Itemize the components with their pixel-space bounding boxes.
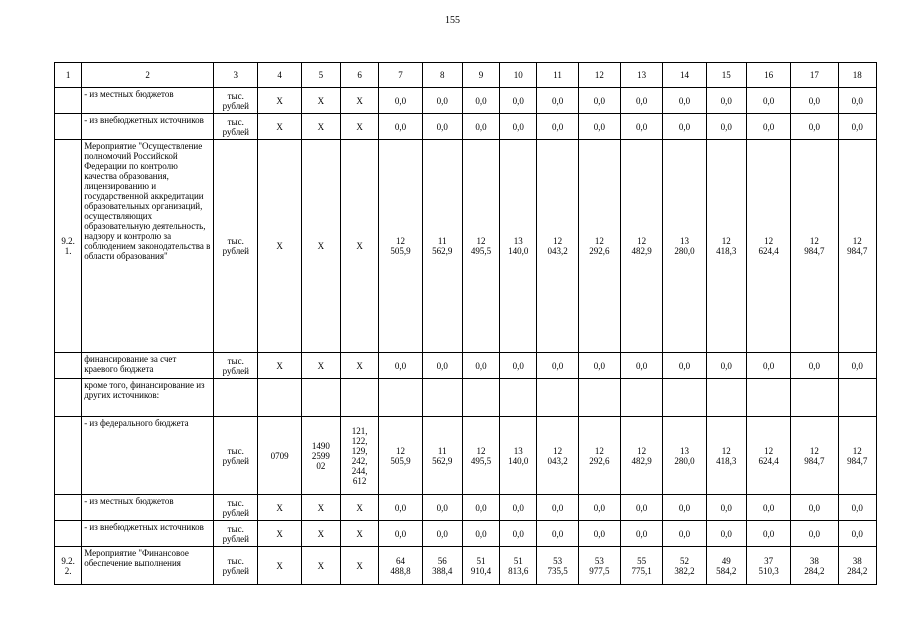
column-header-4: 4 xyxy=(258,63,301,88)
row-name: Мероприятие "Финансовое обеспечение выполнения xyxy=(82,547,214,585)
row-value-12 xyxy=(578,379,620,417)
row-unit: тыс. рублей xyxy=(214,417,258,495)
row-value-13: 12 482,9 xyxy=(621,417,663,495)
column-header-10: 10 xyxy=(500,63,537,88)
row-value-13: 0,0 xyxy=(621,495,663,521)
row-value-17: 0,0 xyxy=(791,521,838,547)
row-value-11: 0,0 xyxy=(537,88,578,114)
row-value-16 xyxy=(746,379,790,417)
row-code-section: 0709 xyxy=(258,417,301,495)
column-header-9: 9 xyxy=(462,63,499,88)
row-value-18 xyxy=(838,379,876,417)
row-unit: тыс. рублей xyxy=(214,353,258,379)
row-value-10: 51 813,6 xyxy=(500,547,537,585)
table-row xyxy=(55,547,877,585)
row-value-17: 0,0 xyxy=(791,495,838,521)
column-header-1: 1 xyxy=(55,63,82,88)
row-value-12: 12 292,6 xyxy=(578,417,620,495)
row-value-12: 0,0 xyxy=(578,88,620,114)
row-code-target: X xyxy=(301,547,340,585)
row-code-section xyxy=(258,379,301,417)
row-value-7: 0,0 xyxy=(379,521,422,547)
row-value-9: 0,0 xyxy=(462,114,499,140)
column-header-8: 8 xyxy=(422,63,462,88)
row-value-16: 0,0 xyxy=(746,88,790,114)
row-value-8 xyxy=(422,379,462,417)
row-code-section: X xyxy=(258,140,301,353)
row-value-16: 37 510,3 xyxy=(746,547,790,585)
row-value-10: 13 140,0 xyxy=(500,140,537,353)
column-header-5: 5 xyxy=(301,63,340,88)
column-header-6: 6 xyxy=(341,63,379,88)
row-value-16: 12 624,4 xyxy=(746,417,790,495)
row-value-16: 0,0 xyxy=(746,353,790,379)
row-code-expense: X xyxy=(341,547,379,585)
row-code-expense: X xyxy=(341,114,379,140)
row-value-15: 0,0 xyxy=(706,353,746,379)
row-value-17: 0,0 xyxy=(791,353,838,379)
row-value-8: 11 562,9 xyxy=(422,140,462,353)
row-value-15: 0,0 xyxy=(706,114,746,140)
row-value-17: 12 984,7 xyxy=(791,417,838,495)
row-value-11: 0,0 xyxy=(537,521,578,547)
row-index xyxy=(55,88,82,114)
row-value-12: 53 977,5 xyxy=(578,547,620,585)
row-value-11: 12 043,2 xyxy=(537,417,578,495)
row-value-11 xyxy=(537,379,578,417)
row-code-expense: 121, 122, 129, 242, 244, 612 xyxy=(341,417,379,495)
row-value-14: 0,0 xyxy=(663,521,706,547)
row-code-section: X xyxy=(258,495,301,521)
table-row xyxy=(55,140,877,353)
column-header-2: 2 xyxy=(82,63,214,88)
page-number: 155 xyxy=(445,15,460,26)
row-name: - из внебюджетных источников xyxy=(82,521,214,547)
row-value-10: 0,0 xyxy=(500,353,537,379)
row-unit: тыс. рублей xyxy=(214,547,258,585)
row-value-14: 0,0 xyxy=(663,495,706,521)
row-value-14: 0,0 xyxy=(663,88,706,114)
row-value-15: 0,0 xyxy=(706,495,746,521)
row-value-12: 0,0 xyxy=(578,353,620,379)
table-row xyxy=(55,379,877,417)
row-name: финансирование за счет краевого бюджета xyxy=(82,353,214,379)
row-value-9: 51 910,4 xyxy=(462,547,499,585)
row-value-9: 0,0 xyxy=(462,495,499,521)
row-value-13: 55 775,1 xyxy=(621,547,663,585)
column-header-3: 3 xyxy=(214,63,258,88)
row-value-15: 12 418,3 xyxy=(706,140,746,353)
row-code-expense: X xyxy=(341,521,379,547)
row-value-14: 0,0 xyxy=(663,114,706,140)
row-unit: тыс. рублей xyxy=(214,114,258,140)
row-code-expense xyxy=(341,379,379,417)
row-value-8: 0,0 xyxy=(422,495,462,521)
row-value-18: 0,0 xyxy=(838,114,876,140)
row-value-8: 0,0 xyxy=(422,353,462,379)
table-row xyxy=(55,521,877,547)
row-value-8: 56 388,4 xyxy=(422,547,462,585)
budget-table xyxy=(54,62,877,585)
row-value-18: 0,0 xyxy=(838,88,876,114)
column-header-13: 13 xyxy=(621,63,663,88)
row-value-18: 38 284,2 xyxy=(838,547,876,585)
row-code-expense: X xyxy=(341,88,379,114)
header-row xyxy=(55,63,877,88)
row-value-18: 0,0 xyxy=(838,353,876,379)
column-header-18: 18 xyxy=(838,63,876,88)
row-value-13 xyxy=(621,379,663,417)
column-header-15: 15 xyxy=(706,63,746,88)
row-value-13: 0,0 xyxy=(621,114,663,140)
row-value-14: 0,0 xyxy=(663,353,706,379)
row-index xyxy=(55,114,82,140)
row-index xyxy=(55,495,82,521)
row-value-7: 64 488,8 xyxy=(379,547,422,585)
row-value-14: 13 280,0 xyxy=(663,417,706,495)
row-value-11: 0,0 xyxy=(537,495,578,521)
row-value-8: 11 562,9 xyxy=(422,417,462,495)
row-value-15: 0,0 xyxy=(706,521,746,547)
row-code-target: 1490 2599 02 xyxy=(301,417,340,495)
row-code-target: X xyxy=(301,114,340,140)
row-value-18: 0,0 xyxy=(838,495,876,521)
row-value-9: 12 495,5 xyxy=(462,140,499,353)
row-name: - из местных бюджетов xyxy=(82,88,214,114)
row-code-expense: X xyxy=(341,495,379,521)
row-unit: тыс. рублей xyxy=(214,140,258,353)
row-value-15: 0,0 xyxy=(706,88,746,114)
row-value-10 xyxy=(500,379,537,417)
row-value-7: 12 505,9 xyxy=(379,140,422,353)
row-name: - из местных бюджетов xyxy=(82,495,214,521)
row-value-12: 0,0 xyxy=(578,495,620,521)
row-code-target: X xyxy=(301,88,340,114)
row-value-14 xyxy=(663,379,706,417)
row-name: Мероприятие "Осуществление полномочий Российской Федерации по контролю качества образования, лицензированию и государственной аккредитации образовательных организаций, осуществляющих образовательную деятельность, надзору и контролю за соблюдением законодательства в области образования" xyxy=(82,140,214,353)
row-value-15: 49 584,2 xyxy=(706,547,746,585)
row-value-15 xyxy=(706,379,746,417)
row-value-12: 0,0 xyxy=(578,114,620,140)
table-row xyxy=(55,495,877,521)
row-value-11: 0,0 xyxy=(537,114,578,140)
row-value-7: 0,0 xyxy=(379,495,422,521)
row-value-7: 0,0 xyxy=(379,114,422,140)
row-value-17 xyxy=(791,379,838,417)
row-unit xyxy=(214,379,258,417)
row-value-16: 0,0 xyxy=(746,495,790,521)
row-value-9: 0,0 xyxy=(462,521,499,547)
row-value-18: 12 984,7 xyxy=(838,140,876,353)
row-value-9 xyxy=(462,379,499,417)
row-name: - из внебюджетных источников xyxy=(82,114,214,140)
row-value-8: 0,0 xyxy=(422,521,462,547)
row-index: 9.2. 1. xyxy=(55,140,82,353)
row-value-13: 0,0 xyxy=(621,353,663,379)
row-value-18: 0,0 xyxy=(838,521,876,547)
row-value-17: 0,0 xyxy=(791,114,838,140)
row-name: - из федерального бюджета xyxy=(82,417,214,495)
column-header-14: 14 xyxy=(663,63,706,88)
row-value-10: 0,0 xyxy=(500,521,537,547)
row-value-18: 12 984,7 xyxy=(838,417,876,495)
row-value-11: 53 735,5 xyxy=(537,547,578,585)
row-unit: тыс. рублей xyxy=(214,88,258,114)
row-index xyxy=(55,521,82,547)
row-value-16: 0,0 xyxy=(746,114,790,140)
row-value-15: 12 418,3 xyxy=(706,417,746,495)
table-row xyxy=(55,88,877,114)
row-value-12: 12 292,6 xyxy=(578,140,620,353)
row-code-expense: X xyxy=(341,140,379,353)
row-name: кроме того, финансирование из других источников: xyxy=(82,379,214,417)
row-code-section: X xyxy=(258,521,301,547)
row-value-7: 0,0 xyxy=(379,353,422,379)
row-value-13: 0,0 xyxy=(621,521,663,547)
row-value-14: 13 280,0 xyxy=(663,140,706,353)
row-value-10: 0,0 xyxy=(500,88,537,114)
row-value-12: 0,0 xyxy=(578,521,620,547)
row-value-14: 52 382,2 xyxy=(663,547,706,585)
row-code-section: X xyxy=(258,353,301,379)
row-value-16: 12 624,4 xyxy=(746,140,790,353)
row-value-13: 0,0 xyxy=(621,88,663,114)
row-value-7: 12 505,9 xyxy=(379,417,422,495)
row-value-17: 38 284,2 xyxy=(791,547,838,585)
table-row xyxy=(55,417,877,495)
table-row xyxy=(55,114,877,140)
row-value-17: 12 984,7 xyxy=(791,140,838,353)
row-index: 9.2. 2. xyxy=(55,547,82,585)
row-value-7 xyxy=(379,379,422,417)
column-header-17: 17 xyxy=(791,63,838,88)
row-code-target: X xyxy=(301,521,340,547)
column-header-12: 12 xyxy=(578,63,620,88)
row-code-section: X xyxy=(258,88,301,114)
row-value-7: 0,0 xyxy=(379,88,422,114)
row-code-target xyxy=(301,379,340,417)
row-value-13: 12 482,9 xyxy=(621,140,663,353)
row-code-target: X xyxy=(301,140,340,353)
row-value-9: 0,0 xyxy=(462,88,499,114)
column-header-16: 16 xyxy=(746,63,790,88)
row-unit: тыс. рублей xyxy=(214,495,258,521)
row-code-section: X xyxy=(258,114,301,140)
row-value-16: 0,0 xyxy=(746,521,790,547)
row-value-11: 0,0 xyxy=(537,353,578,379)
row-code-target: X xyxy=(301,495,340,521)
row-code-section: X xyxy=(258,547,301,585)
row-unit: тыс. рублей xyxy=(214,521,258,547)
row-value-8: 0,0 xyxy=(422,114,462,140)
column-header-11: 11 xyxy=(537,63,578,88)
row-value-10: 0,0 xyxy=(500,495,537,521)
row-code-expense: X xyxy=(341,353,379,379)
table-row xyxy=(55,353,877,379)
row-value-11: 12 043,2 xyxy=(537,140,578,353)
row-value-17: 0,0 xyxy=(791,88,838,114)
row-value-8: 0,0 xyxy=(422,88,462,114)
row-index xyxy=(55,353,82,379)
row-value-9: 0,0 xyxy=(462,353,499,379)
row-index xyxy=(55,379,82,417)
row-code-target: X xyxy=(301,353,340,379)
row-index xyxy=(55,417,82,495)
row-value-9: 12 495,5 xyxy=(462,417,499,495)
row-value-10: 13 140,0 xyxy=(500,417,537,495)
row-value-10: 0,0 xyxy=(500,114,537,140)
column-header-7: 7 xyxy=(379,63,422,88)
